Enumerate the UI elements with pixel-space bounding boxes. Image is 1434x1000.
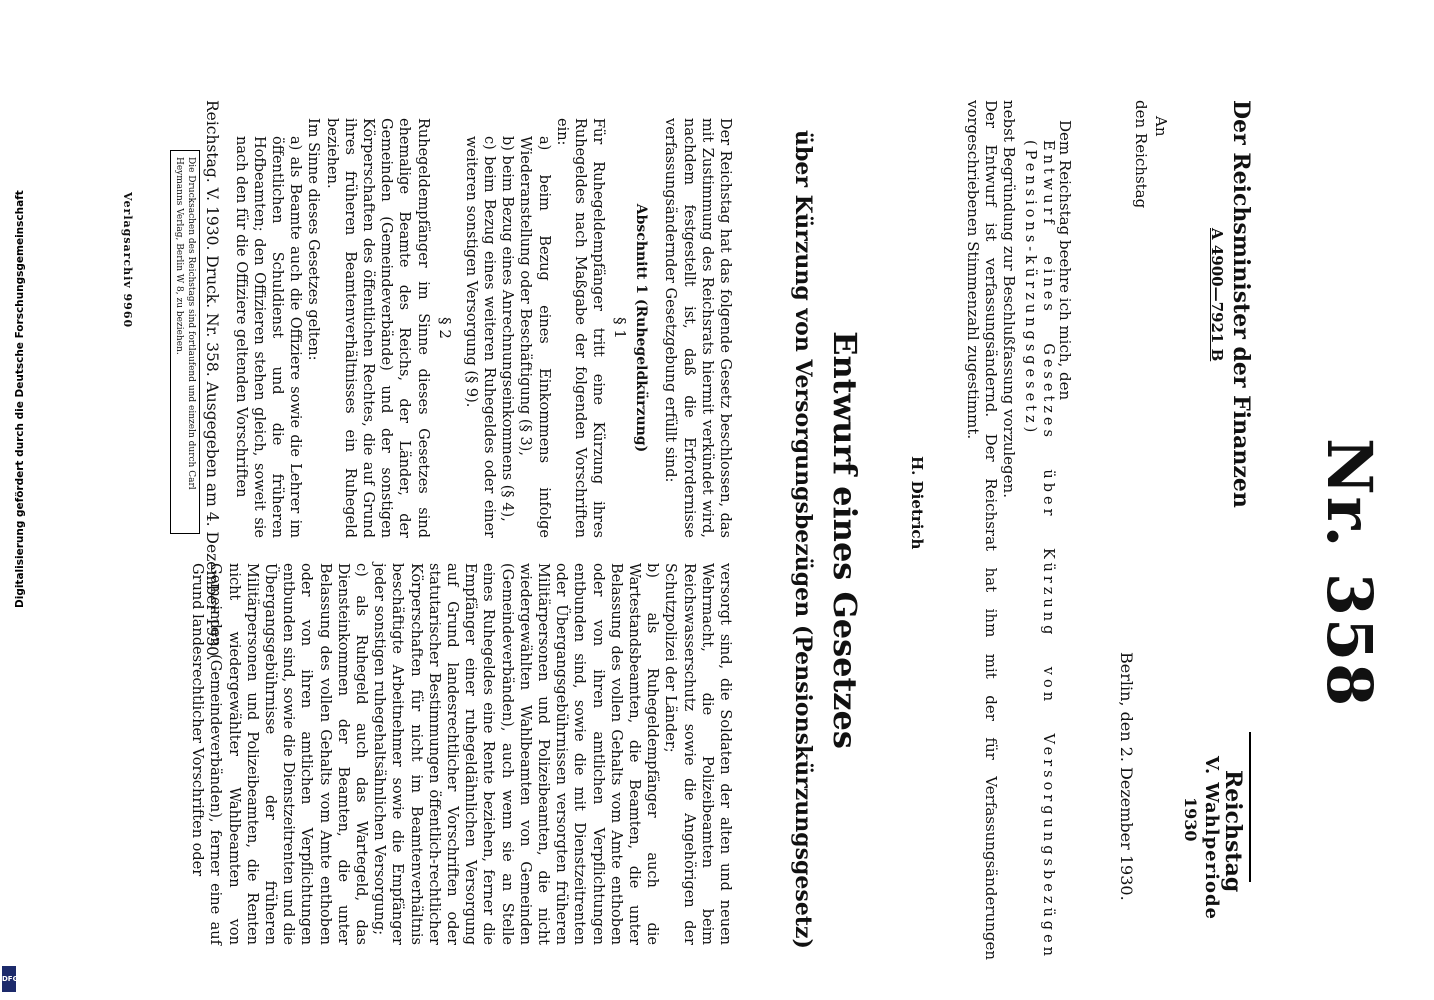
addressee-reichstag: den Reichstag	[1132, 100, 1150, 209]
para-2-text-2: Im Sinne dieses Gesetzes gelten:	[305, 118, 322, 361]
letter-body-1: Dem Reichstag beehre ich mich, den	[1056, 120, 1074, 401]
right-continuation: versorgt sind, die Soldaten der alten und neuen Wehrmacht, die Polizeibeamten beim Reichswasserschutz sowie die Angehörigen der Schutzpolizei der Länder;	[662, 563, 733, 945]
file-number: A 4900—7921 B	[1208, 228, 1226, 362]
wahlperiode-label: V. Wahlperiode	[1201, 756, 1222, 920]
right-item-c: c) als Ruhegeld auch das Wartegeld, das Diensteinkommen der Beamten, die unter Belassung des vollen Gehalts vom Amte enthoben oder von ihren amtlichen Verpflichtungen entbunden sind, sowie die Dienstzeitrenten und die Übergangsgebührnisse der früheren Militärpersonen und Polizeibeamten, die Renten nicht wiedergewählter Wahlbeamten von Gemeinden (Gemeindeverbänden), ferner eine auf Grund landesrechtlicher Vorschriften oder	[189, 563, 369, 945]
document-number: Nr. 358	[1313, 438, 1386, 709]
left-column	[231, 118, 734, 538]
enactment-clause: Der Reichstag hat das folgende Gesetz beschlossen, das mit Zustimmung des Reichsrats hiermit verkündet wird, nachdem festgestellt ist, daß die Erfordernisse verfassungsändernder Gesetzgebung erfüllt sind:	[662, 118, 733, 538]
print-notice-box: Die Drucksachen des Reichstags sind fortlaufend und einzeln durch Carl Heymanns Verlag, Berlin W 8, zu beziehen.	[170, 150, 200, 534]
right-item-b: b) als Ruhegeldempfänger auch die Wartestandsbeamten, die Beamten, die unter Belassung des vollen Gehalts vom Amte enthoben oder von ihren amtlichen Verpflichtungen entbunden sind, sowie die mit Dienstzeitrenten oder Übergangsgebührnissen versorgten früheren Militärpersonen und Polizeibeamten, die nicht wiedergewählten Wahlbeamten von Gemeinden (Gemeindeverbänden), auch wenn sie an Stelle eines Ruhegeldes eine Rente beziehen, ferner die Empfänger einer ruhegeldähnlichen Versorgung auf Grund landesrechtlicher Vorschriften oder statutarischer Bestimmungen öffentlich-rechtlicher Körperschaften für nicht im Beamtenverhältnis beschäftigte Arbeitnehmer sowie die Empfänger jeder sonstigen ruhegehaltsähnlichen Versorgung;	[371, 563, 661, 945]
footer-line-visible: Reichstag. V. 1930. Druck. Nr. 358. Ausgegeben am 4. Dezember 1930.	[203, 100, 221, 661]
archive-number: Verlagsarchiv 9960	[121, 192, 134, 329]
header-rule	[1249, 732, 1251, 882]
document-subtitle: über Kürzung von Versorgungsbezügen (Pensionskürzungsgesetz)	[790, 130, 816, 949]
para-2-text: Ruhegeldempfänger im Sinne dieses Gesetzes sind ehemalige Beamte des Reichs, der Länder, der Gemeinden (Gemeindeverbände) und der sonstigen Körperschaften des öffentlichen Rechtes, die auf Grund ihres früheren Beamtenverhältnisses ein Ruhegeld beziehen.	[323, 118, 431, 538]
document-title: Entwurf eines Gesetzes	[826, 331, 864, 749]
sender-title: Der Reichsminister der Finanzen	[1228, 100, 1254, 508]
dfg-logo: DFG	[2, 966, 16, 992]
letter-body-4: Der Entwurf ist verfassungsändernd. Der Reichsrat hat ihm mit der für Verfassungsänderungen vorgeschriebenen Stimmenzahl zugestimmt.	[963, 100, 1000, 960]
addressee-an: An	[1152, 116, 1170, 137]
para-2-heading: § 2	[435, 317, 454, 339]
right-column	[188, 545, 734, 945]
para-2-item-a: a) als Beamte auch die Offiziere sowie die Lehrer im öffentlichen Schuldienst und die früheren Hofbeamten; den Offizieren stehen gleich, soweit sie nach den für die Offiziere geltenden Vorschriften	[232, 136, 304, 538]
para-1-text: Für Ruhegeldempfänger tritt eine Kürzung ihres Ruhegeldes nach Maßgabe der folgenden Vorschriften ein:	[553, 118, 607, 538]
letter-body-3: nebst Begründung zur Beschlußfassung vorzulegen.	[1000, 100, 1018, 498]
year-label: 1930	[1181, 797, 1200, 842]
place-date: Berlin, den 2. Dezember 1930.	[1117, 652, 1136, 901]
dfg-credit-text: Digitalisierung gefördert durch die Deutsche Forschungsgemeinschaft	[14, 190, 26, 608]
reichstag-label: Reichstag	[1220, 770, 1246, 893]
section-heading: Abschnitt 1 (Ruhegeldkürzung)	[633, 203, 650, 453]
para-1-item-a: a) beim Bezug eines Einkommens infolge Wiederanstellung oder Beschäftigung (§ 3),	[517, 136, 552, 538]
para-1-item-c: c) beim Bezug eines weiteren Ruhegeldes oder einer weiteren sonstigen Versorgung (§ 9).	[462, 136, 497, 538]
letter-body-2: Entwurf eines Gesetzes über Kürzung von Versorgungsbezügen (Pensions-kürzungsgesetz)	[1021, 140, 1056, 960]
para-1-item-b: b) beim Bezug eines Anrechnungseinkommens (§ 4),	[499, 136, 516, 522]
signature: H. Dietrich	[908, 456, 926, 550]
para-1-heading: § 1	[611, 317, 630, 339]
